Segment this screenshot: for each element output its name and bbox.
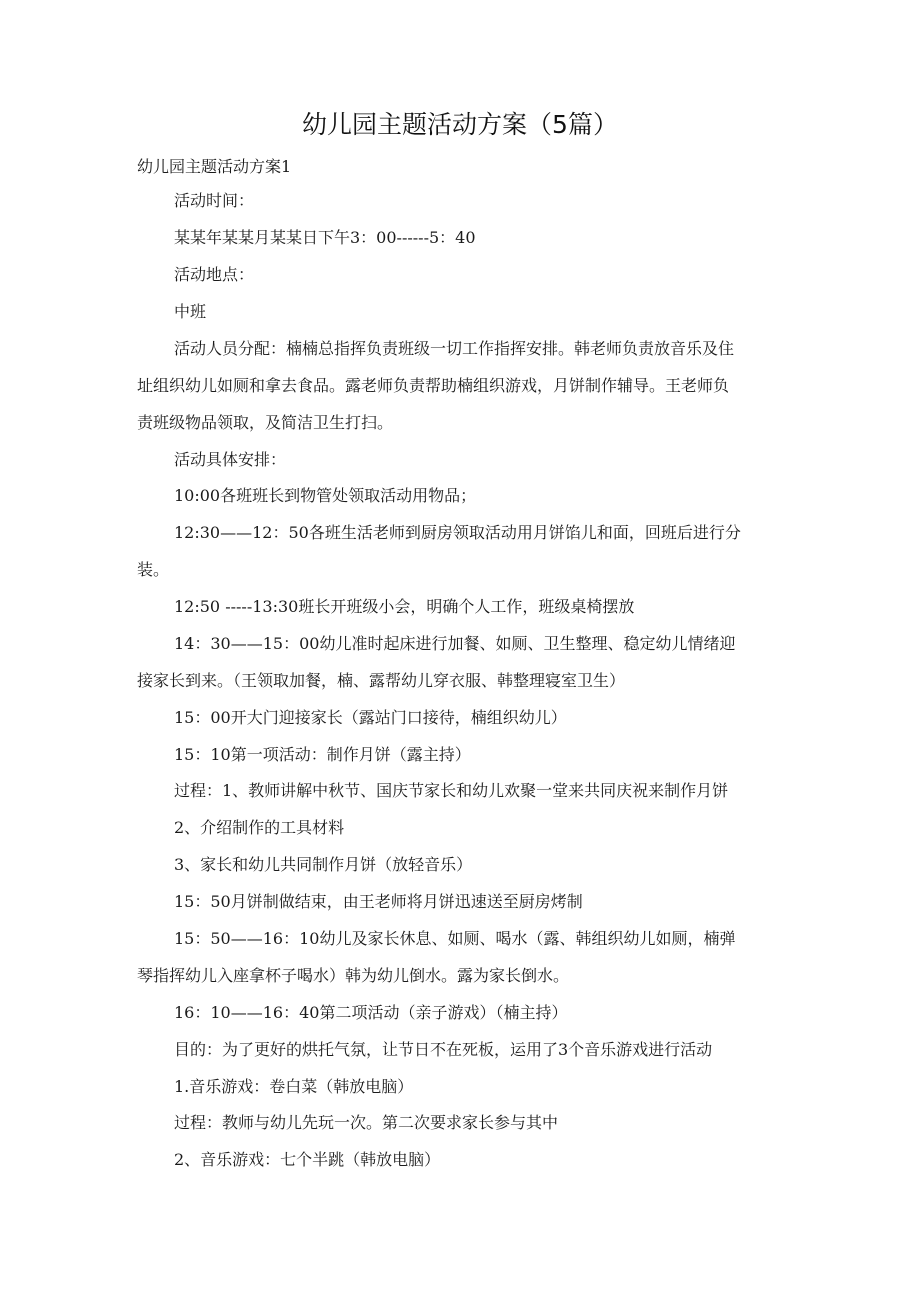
paragraph-line: 目的：为了更好的烘托气氛，让节日不在死板，运用了3个音乐游戏进行活动	[174, 1040, 713, 1059]
paragraph-line: 2、音乐游戏：七个半跳（韩放电脑）	[174, 1150, 441, 1169]
paragraph-line: 活动具体安排：	[174, 450, 287, 469]
paragraph-line: 址组织幼儿如厕和拿去食品。露老师负责帮助楠组织游戏，月饼制作辅导。王老师负	[137, 376, 730, 395]
paragraph-line: 10:00各班班长到物管处领取活动用物品；	[174, 486, 477, 505]
paragraph-line: 15：10第一项活动：制作月饼（露主持）	[174, 745, 471, 764]
paragraph-line: 中班	[174, 302, 207, 321]
paragraph-line: 接家长到来。（王领取加餐，楠、露帮幼儿穿衣服、韩整理寝室卫生）	[137, 671, 626, 690]
paragraph-line: 16：10——16：40第二项活动（亲子游戏）（楠主持）	[174, 1003, 568, 1022]
paragraph-line: 15：50——16：10幼儿及家长休息、如厕、喝水（露、韩组织幼儿如厕，楠弹	[174, 929, 736, 948]
paragraph-line: 某某年某某月某某日下午3：00------5：40	[174, 228, 476, 247]
paragraph-line: 12:50 -----13:30班长开班级小会，明确个人工作，班级桌椅摆放	[174, 597, 635, 616]
paragraph-line: 过程：1、教师讲解中秋节、国庆节家长和幼儿欢聚一堂来共同庆祝来制作月饼	[174, 781, 729, 800]
paragraph-line: 2、介绍制作的工具材料	[174, 818, 345, 837]
paragraph-line: 活动人员分配：楠楠总指挥负责班级一切工作指挥安排。韩老师负责放音乐及住	[174, 339, 735, 358]
paragraph-line: 3、家长和幼儿共同制作月饼（放轻音乐）	[174, 855, 473, 874]
section-heading: 幼儿园主题活动方案1	[137, 157, 292, 176]
paragraph-line: 过程：教师与幼儿先玩一次。第二次要求家长参与其中	[174, 1113, 559, 1132]
paragraph-line: 责班级物品领取，及简洁卫生打扫。	[137, 413, 394, 432]
paragraph-line: 15：50月饼制做结束，由王老师将月饼迅速送至厨房烤制	[174, 892, 583, 911]
paragraph-line: 琴指挥幼儿入座拿杯子喝水）韩为幼儿倒水。露为家长倒水。	[137, 966, 570, 985]
document-title: 幼儿园主题活动方案（5篇）	[302, 110, 618, 139]
paragraph-line: 12:30——12：50各班生活老师到厨房领取活动用月饼馅儿和面，回班后进行分	[174, 523, 741, 542]
paragraph-line: 装。	[137, 560, 170, 579]
paragraph-line: 活动地点：	[174, 265, 255, 284]
paragraph-line: 15：00开大门迎接家长（露站门口接待，楠组织幼儿）	[174, 708, 567, 727]
paragraph-line: 活动时间：	[174, 191, 255, 210]
paragraph-line: 14：30——15：00幼儿准时起床进行加餐、如厕、卫生整理、稳定幼儿情绪迎	[174, 634, 736, 653]
paragraph-line: 1.音乐游戏：卷白菜（韩放电脑）	[174, 1077, 414, 1096]
